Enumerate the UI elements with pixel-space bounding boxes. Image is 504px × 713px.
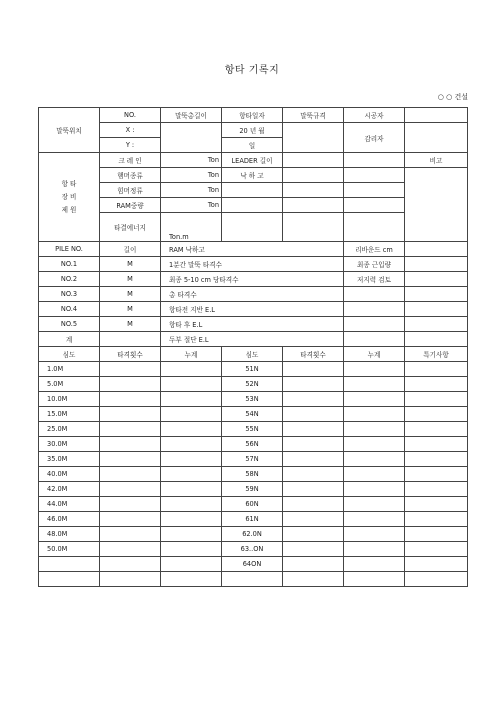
- blows-right-field[interactable]: [283, 482, 344, 497]
- blows-right-field[interactable]: [283, 377, 344, 392]
- remarks-log-field[interactable]: [405, 512, 468, 527]
- pile-right-field[interactable]: [405, 272, 468, 287]
- depth-left: [39, 572, 100, 587]
- blows-right-field[interactable]: [283, 512, 344, 527]
- log-header-cumulative: 누계: [161, 347, 222, 362]
- remarks-field-1[interactable]: [344, 168, 405, 183]
- depth-left: 5.0M: [39, 377, 100, 392]
- page-title: 항타 기록지: [224, 65, 280, 76]
- depth-right: 61N: [222, 512, 283, 527]
- pile-measure-label: 총 타격수: [161, 287, 344, 302]
- cumulative-right-field[interactable]: [344, 572, 405, 587]
- supervisor-field[interactable]: [405, 123, 468, 153]
- depth-left: 50.0M: [39, 542, 100, 557]
- ram-weight-field[interactable]: [161, 198, 222, 213]
- date-day-field[interactable]: 일: [222, 138, 283, 153]
- cumulative-right-field[interactable]: [344, 452, 405, 467]
- x-coordinate-field[interactable]: X :: [100, 123, 161, 138]
- blows-right-field[interactable]: [283, 452, 344, 467]
- blows-left-field[interactable]: [100, 482, 161, 497]
- depth-right: 62.0N: [222, 527, 283, 542]
- pile-right-label: [344, 302, 405, 317]
- blows-right-field[interactable]: [283, 362, 344, 377]
- blows-right-field[interactable]: [283, 422, 344, 437]
- pile-driving-form: [38, 107, 468, 587]
- pile-right-label: 최종 근입량: [344, 257, 405, 272]
- pile-right-label: 저지력 검토: [344, 272, 405, 287]
- log-row: [39, 362, 468, 377]
- cumulative-right-field[interactable]: [344, 482, 405, 497]
- blows-right-field[interactable]: [283, 467, 344, 482]
- pile-right-field[interactable]: [405, 332, 468, 347]
- log-header-depth: 심도: [39, 347, 100, 362]
- remarks-log-field[interactable]: [405, 437, 468, 452]
- pile-row: [39, 302, 468, 317]
- depth-right: [222, 572, 283, 587]
- cumulative-right-field[interactable]: [344, 437, 405, 452]
- log-header-blows: 타격횟수: [283, 347, 344, 362]
- hammer-type-field[interactable]: [161, 168, 222, 183]
- energy-field[interactable]: [161, 213, 222, 242]
- remarks-log-field[interactable]: [405, 572, 468, 587]
- empty-cell[interactable]: [283, 198, 344, 213]
- remarks-log-field[interactable]: [405, 407, 468, 422]
- pile-length-unit[interactable]: M: [100, 257, 161, 272]
- log-row: [39, 392, 468, 407]
- cumulative-left-field[interactable]: [161, 497, 222, 512]
- blows-left-field[interactable]: [100, 362, 161, 377]
- pile-no: 계: [39, 332, 100, 347]
- driving-date-label: 항타일자: [222, 108, 283, 123]
- log-header-remarks: 특기사항: [405, 347, 468, 362]
- blows-right-field[interactable]: [283, 437, 344, 452]
- depth-right: 51N: [222, 362, 283, 377]
- rebound-label: 리바운드 cm: [344, 242, 405, 257]
- spec-field[interactable]: [283, 123, 344, 153]
- pile-no: NO.4: [39, 302, 100, 317]
- remarks-log-field[interactable]: [405, 557, 468, 572]
- blows-right-field[interactable]: [283, 392, 344, 407]
- log-row: [39, 482, 468, 497]
- blows-left-field[interactable]: [100, 452, 161, 467]
- blows-right-field[interactable]: [283, 572, 344, 587]
- pile-no: NO.5: [39, 317, 100, 332]
- log-row: [39, 377, 468, 392]
- pile-row: [39, 272, 468, 287]
- depth-right: 54N: [222, 407, 283, 422]
- depth-left: 46.0M: [39, 512, 100, 527]
- cumulative-right-field[interactable]: [344, 512, 405, 527]
- empty-cell[interactable]: [222, 198, 283, 213]
- pile-right-label: [344, 317, 405, 332]
- pile-right-field[interactable]: [405, 257, 468, 272]
- depth-left: 25.0M: [39, 422, 100, 437]
- hammer-weight-field[interactable]: [161, 183, 222, 198]
- cumulative-right-field[interactable]: [344, 527, 405, 542]
- pile-right-field[interactable]: [405, 317, 468, 332]
- crane-unit: Ton: [207, 156, 219, 164]
- blows-left-field[interactable]: [100, 572, 161, 587]
- cumulative-left-field[interactable]: [161, 557, 222, 572]
- pile-length-unit[interactable]: [100, 332, 161, 347]
- log-row: [39, 467, 468, 482]
- log-row: [39, 452, 468, 467]
- pile-right-label: [344, 287, 405, 302]
- empty-cell[interactable]: [283, 213, 344, 242]
- pile-row: [39, 332, 468, 347]
- hammer-type-label: 햄머종류: [100, 168, 161, 183]
- log-row: [39, 527, 468, 542]
- remarks-log-field[interactable]: [405, 452, 468, 467]
- remarks-log-field[interactable]: [405, 422, 468, 437]
- pile-row: [39, 287, 468, 302]
- equipment-label-line3: 제 원: [61, 205, 77, 214]
- blows-left-field[interactable]: [100, 377, 161, 392]
- length-label: 길이: [100, 242, 161, 257]
- pile-length-unit[interactable]: M: [100, 272, 161, 287]
- depth-left: 30.0M: [39, 437, 100, 452]
- empty-cell[interactable]: [222, 183, 283, 198]
- depth-left: 44.0M: [39, 497, 100, 512]
- depth-right: 56N: [222, 437, 283, 452]
- depth-left: 42.0M: [39, 482, 100, 497]
- blows-right-field[interactable]: [283, 497, 344, 512]
- blows-left-field[interactable]: [100, 557, 161, 572]
- drop-height-field[interactable]: [283, 168, 344, 183]
- log-header-blows: 타격횟수: [100, 347, 161, 362]
- contractor-field[interactable]: [405, 108, 468, 123]
- depth-left: 40.0M: [39, 467, 100, 482]
- depth-right: 57N: [222, 452, 283, 467]
- cumulative-left-field[interactable]: [161, 527, 222, 542]
- y-coordinate-field[interactable]: Y :: [100, 138, 161, 153]
- blows-left-field[interactable]: [100, 497, 161, 512]
- cumulative-right-field[interactable]: [344, 377, 405, 392]
- energy-unit: Ton.m: [169, 233, 189, 241]
- empty-cell[interactable]: [222, 213, 283, 242]
- blows-right-field[interactable]: [283, 407, 344, 422]
- blows-left-field[interactable]: [100, 527, 161, 542]
- log-row: [39, 557, 468, 572]
- log-row: [39, 542, 468, 557]
- cumulative-left-field[interactable]: [161, 512, 222, 527]
- depth-left: 48.0M: [39, 527, 100, 542]
- cumulative-left-field[interactable]: [161, 392, 222, 407]
- pile-right-label: [344, 332, 405, 347]
- remarks-label: 비고: [405, 153, 468, 168]
- depth-left: 10.0M: [39, 392, 100, 407]
- empty-cell[interactable]: [344, 198, 405, 213]
- cumulative-right-field[interactable]: [344, 362, 405, 377]
- crane-field[interactable]: [161, 153, 222, 168]
- remarks-log-field[interactable]: [405, 527, 468, 542]
- ram-weight-unit: Ton: [207, 201, 219, 209]
- log-row: [39, 572, 468, 587]
- cumulative-right-field[interactable]: [344, 407, 405, 422]
- pile-right-field[interactable]: [405, 302, 468, 317]
- pile-no: NO.1: [39, 257, 100, 272]
- blows-left-field[interactable]: [100, 512, 161, 527]
- blows-left-field[interactable]: [100, 407, 161, 422]
- depth-left: 35.0M: [39, 452, 100, 467]
- depth-left: 15.0M: [39, 407, 100, 422]
- pile-length-unit[interactable]: M: [100, 317, 161, 332]
- hammer-weight-unit: Ton: [207, 186, 219, 194]
- ram-drop-label: RAM 낙하고: [161, 242, 344, 257]
- cumulative-left-field[interactable]: [161, 362, 222, 377]
- pile-measure-label: 항타전 지반 E.L: [161, 302, 344, 317]
- depth-left: 1.0M: [39, 362, 100, 377]
- pile-no: NO.3: [39, 287, 100, 302]
- pile-right-field[interactable]: [405, 287, 468, 302]
- cumulative-left-field[interactable]: [161, 377, 222, 392]
- depth-right: 52N: [222, 377, 283, 392]
- cumulative-left-field[interactable]: [161, 542, 222, 557]
- depth-right: 60N: [222, 497, 283, 512]
- pile-length-unit[interactable]: M: [100, 287, 161, 302]
- supervisor-label: 감리자: [344, 123, 405, 153]
- depth-right: 59N: [222, 482, 283, 497]
- depth-right: 55N: [222, 422, 283, 437]
- empty-cell[interactable]: [344, 213, 405, 242]
- cumulative-right-field[interactable]: [344, 542, 405, 557]
- blows-left-field[interactable]: [100, 392, 161, 407]
- blows-right-field[interactable]: [283, 557, 344, 572]
- company-name: ○ ○ 건설: [437, 93, 468, 101]
- cumulative-left-field[interactable]: [161, 467, 222, 482]
- ram-weight-label: RAM중량: [100, 198, 161, 213]
- equipment-section-label: [39, 153, 100, 242]
- crane-label: 크 레 인: [100, 153, 161, 168]
- cumulative-right-field[interactable]: [344, 557, 405, 572]
- blows-right-field[interactable]: [283, 527, 344, 542]
- cumulative-left-field[interactable]: [161, 407, 222, 422]
- log-row: [39, 407, 468, 422]
- remarks-log-field[interactable]: [405, 377, 468, 392]
- remarks-spacer: [344, 153, 405, 168]
- depth-left: [39, 557, 100, 572]
- remarks-log-field[interactable]: [405, 542, 468, 557]
- hammer-unit: Ton: [207, 171, 219, 179]
- contractor-label: 시공자: [344, 108, 405, 123]
- log-row: [39, 497, 468, 512]
- cumulative-left-field[interactable]: [161, 572, 222, 587]
- hammer-weight-label: 힘머정류: [100, 183, 161, 198]
- remarks-log-field[interactable]: [405, 482, 468, 497]
- log-row: [39, 512, 468, 527]
- pile-no-label: PILE NO.: [39, 242, 100, 257]
- empty-cell[interactable]: [283, 183, 344, 198]
- blows-left-field[interactable]: [100, 437, 161, 452]
- remarks-field[interactable]: [405, 168, 468, 242]
- date-field[interactable]: 20 년 월: [222, 123, 283, 138]
- no-label: NO.: [100, 108, 161, 123]
- energy-label: 타결에너지: [100, 213, 161, 242]
- cumulative-right-field[interactable]: [344, 392, 405, 407]
- blows-right-field[interactable]: [283, 542, 344, 557]
- pile-position-label: 말뚝위치: [39, 108, 100, 153]
- pile-length-unit[interactable]: M: [100, 302, 161, 317]
- cumulative-right-field[interactable]: [344, 467, 405, 482]
- remarks-log-field[interactable]: [405, 497, 468, 512]
- log-header-depth: 심도: [222, 347, 283, 362]
- total-length-field[interactable]: [161, 123, 222, 153]
- leader-length-field[interactable]: [283, 153, 344, 168]
- cumulative-left-field[interactable]: [161, 437, 222, 452]
- blows-left-field[interactable]: [100, 422, 161, 437]
- log-header-cumulative: 누계: [344, 347, 405, 362]
- log-row: [39, 437, 468, 452]
- leader-length-label: LEADER 길이: [222, 153, 283, 168]
- empty-cell[interactable]: [344, 183, 405, 198]
- remarks-log-field[interactable]: [405, 392, 468, 407]
- equipment-label-line2: 장 비: [61, 192, 77, 201]
- pile-measure-label: 1분간 말뚝 타격수: [161, 257, 344, 272]
- pile-row: [39, 257, 468, 272]
- depth-right: 53N: [222, 392, 283, 407]
- depth-right: 64ON: [222, 557, 283, 572]
- blows-left-field[interactable]: [100, 542, 161, 557]
- blows-left-field[interactable]: [100, 467, 161, 482]
- pile-measure-label: 최종 5-10 cm 당타격수: [161, 272, 344, 287]
- equipment-label-line1: 항 타: [61, 179, 77, 188]
- total-length-label: 말뚝총길이: [161, 108, 222, 123]
- pile-measure-label: 두부 절단 E.L: [161, 332, 344, 347]
- cumulative-left-field[interactable]: [161, 422, 222, 437]
- cumulative-left-field[interactable]: [161, 482, 222, 497]
- pile-row: [39, 317, 468, 332]
- remarks-log-field[interactable]: [405, 362, 468, 377]
- log-row: [39, 422, 468, 437]
- pile-measure-label: 항타 후 E.L: [161, 317, 344, 332]
- depth-right: 58N: [222, 467, 283, 482]
- rebound-field[interactable]: [405, 242, 468, 257]
- cumulative-left-field[interactable]: [161, 452, 222, 467]
- drop-height-label: 낙 하 고: [222, 168, 283, 183]
- depth-right: 63..ON: [222, 542, 283, 557]
- cumulative-right-field[interactable]: [344, 422, 405, 437]
- cumulative-right-field[interactable]: [344, 497, 405, 512]
- remarks-log-field[interactable]: [405, 467, 468, 482]
- pile-no: NO.2: [39, 272, 100, 287]
- spec-label: 말뚝규격: [283, 108, 344, 123]
